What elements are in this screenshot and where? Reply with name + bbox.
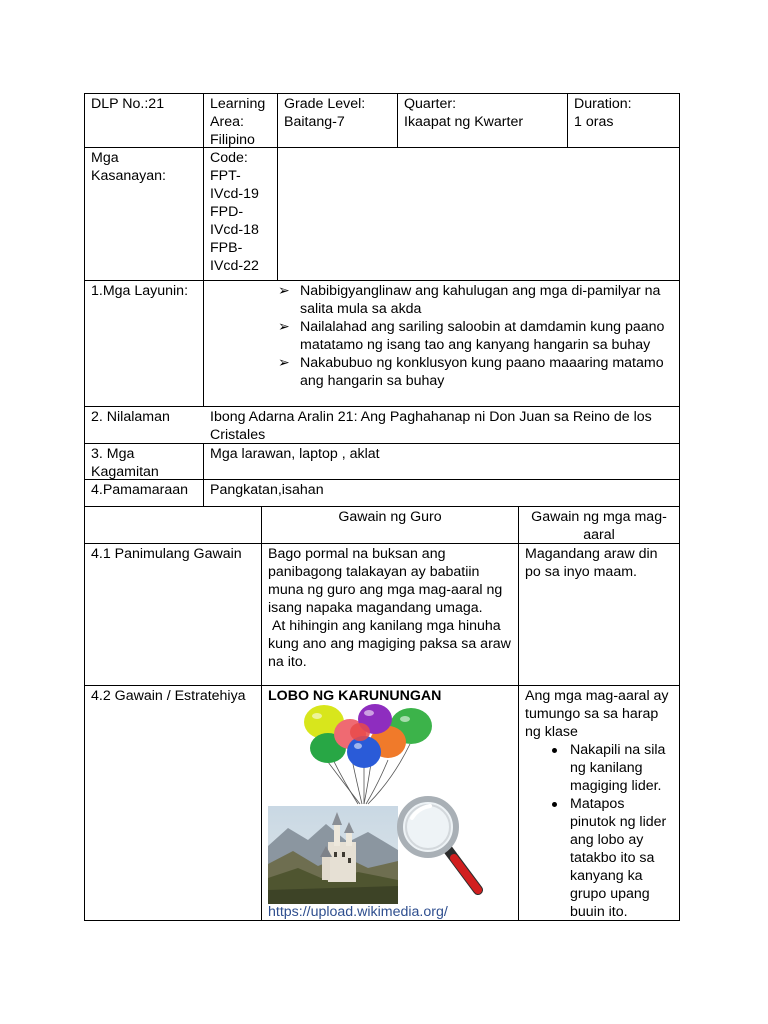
nilalaman-label: 2. Nilalaman bbox=[91, 409, 170, 425]
panimulang-mag-aaral-text: Magandang araw din po sa inyo maam. bbox=[525, 546, 658, 580]
layunin-label: 1.Mga Layunin: bbox=[91, 283, 189, 299]
quarter-value: Ikaapat ng Kwarter bbox=[404, 114, 524, 130]
magnifying-glass-image bbox=[394, 792, 490, 900]
duration-cell bbox=[568, 94, 679, 132]
layunin-item: ➢ Nabibigyanglinaw ang kahulugan ang mga di-pamilyar na salita mula sa akda bbox=[278, 283, 661, 317]
pamamaraan-label: 4.Pamamaraan bbox=[91, 482, 188, 498]
arrow-bullet-icon: ➢ bbox=[278, 319, 290, 335]
gawain-guro-cell bbox=[262, 686, 518, 920]
layunin-label-cell bbox=[85, 281, 203, 301]
image-source-link[interactable]: https://upload.wikimedia.org/ bbox=[268, 904, 448, 920]
bullet-dot-icon bbox=[552, 802, 557, 807]
duration-value: 1 oras bbox=[574, 114, 614, 130]
gawain-label-cell bbox=[85, 686, 261, 706]
panimulang-guro-text: Bago pormal na buksan ang panibagong talakayan ay babatiin muna ng guro ang mga mag-aaral ng isang napaka magandang umaga. bbox=[268, 546, 503, 616]
learning-area-cell bbox=[204, 94, 277, 150]
panimulang-label-cell bbox=[85, 544, 261, 564]
grade-level-value: Baitang-7 bbox=[284, 114, 345, 130]
panimulang-guro-text: At hihingin ang kanilang mga hinuha kung ano ang magiging paksa sa araw na ito. bbox=[268, 618, 515, 670]
layunin-item: ➢ Nakabubuo ng konklusyon kung paano maaaring matamo ang hangarin sa buhay bbox=[278, 355, 664, 389]
duration-label: Duration: bbox=[574, 96, 632, 112]
list-item: Matapos pinutok ng lider ang lobo ay tatakbo ito sa kanyang ka grupo upang buuin ito. bbox=[547, 795, 673, 921]
guro-column-header: Gawain ng Guro bbox=[338, 509, 442, 525]
mag-aaral-column-header: Gawain ng mga mag-aaral bbox=[531, 509, 667, 543]
balloon bbox=[347, 736, 381, 768]
panimulang-mag-aaral-cell bbox=[519, 544, 679, 582]
arrow-bullet-icon: ➢ bbox=[278, 283, 290, 299]
layunin-list-cell bbox=[272, 281, 679, 391]
nilalaman-value-cell bbox=[204, 407, 679, 445]
code-item: FPT-IVcd-19 bbox=[210, 168, 259, 202]
layunin-item: ➢ Nailalahad ang sariling saloobin at damdamin kung paano matatamo ng isang tao ang kanyang hangarin sa buhay bbox=[278, 319, 665, 353]
kagamitan-label-cell bbox=[85, 444, 203, 482]
pamamaraan-value: Pangkatan,isahan bbox=[210, 482, 324, 498]
gawain-label: 4.2 Gawain / Estratehiya bbox=[91, 688, 246, 704]
gawain-mag-aaral-cell bbox=[519, 686, 679, 922]
pamamaraan-value-cell bbox=[204, 480, 679, 500]
table-line bbox=[84, 93, 85, 921]
code-item: FPB-IVcd-22 bbox=[210, 240, 259, 274]
castle-image bbox=[268, 806, 398, 904]
kasanayan-label-cell bbox=[85, 148, 203, 186]
dlp-number-cell bbox=[85, 94, 203, 114]
nilalaman-value: Ibong Adarna Aralin 21: Ang Paghahanap ni Don Juan sa Reino de los Cristales bbox=[210, 409, 652, 443]
code-label: Code: bbox=[210, 150, 248, 166]
activity-title: LOBO NG KARUNUNGAN bbox=[268, 688, 442, 704]
list-item: Nakapili na sila ng kanilang magiging lider. bbox=[547, 741, 673, 795]
learning-area: Learning Area: Filipino bbox=[210, 96, 266, 148]
bullet-dot-icon bbox=[552, 748, 557, 753]
code-item: FPD-IVcd-18 bbox=[210, 204, 259, 238]
kasanayan-label: Mga Kasanayan: bbox=[91, 150, 166, 184]
arrow-bullet-icon: ➢ bbox=[278, 355, 290, 371]
quarter-label: Quarter: bbox=[404, 96, 457, 112]
gawain-mag-aaral-intro: Ang mga mag-aaral ay tumungo sa sa harap ng klase bbox=[525, 688, 669, 740]
panimulang-label: 4.1 Panimulang Gawain bbox=[91, 546, 242, 562]
nilalaman-label-cell bbox=[85, 407, 203, 427]
balloon bbox=[350, 723, 370, 741]
dlp-number: DLP No.:21 bbox=[91, 96, 165, 112]
quarter-cell bbox=[398, 94, 567, 132]
kagamitan-value: Mga larawan, laptop , aklat bbox=[210, 446, 380, 462]
pamamaraan-label-cell bbox=[85, 480, 203, 500]
kagamitan-value-cell bbox=[204, 444, 679, 464]
gawain-mag-aaral-list bbox=[525, 741, 673, 921]
code-cell bbox=[204, 148, 277, 276]
kagamitan-label: 3. Mga Kagamitan bbox=[91, 446, 159, 480]
table-line bbox=[679, 93, 680, 921]
grade-level-cell bbox=[278, 94, 397, 132]
panimulang-guro-cell bbox=[262, 544, 518, 672]
grade-level-label: Grade Level: bbox=[284, 96, 366, 112]
layunin-list bbox=[278, 282, 667, 390]
